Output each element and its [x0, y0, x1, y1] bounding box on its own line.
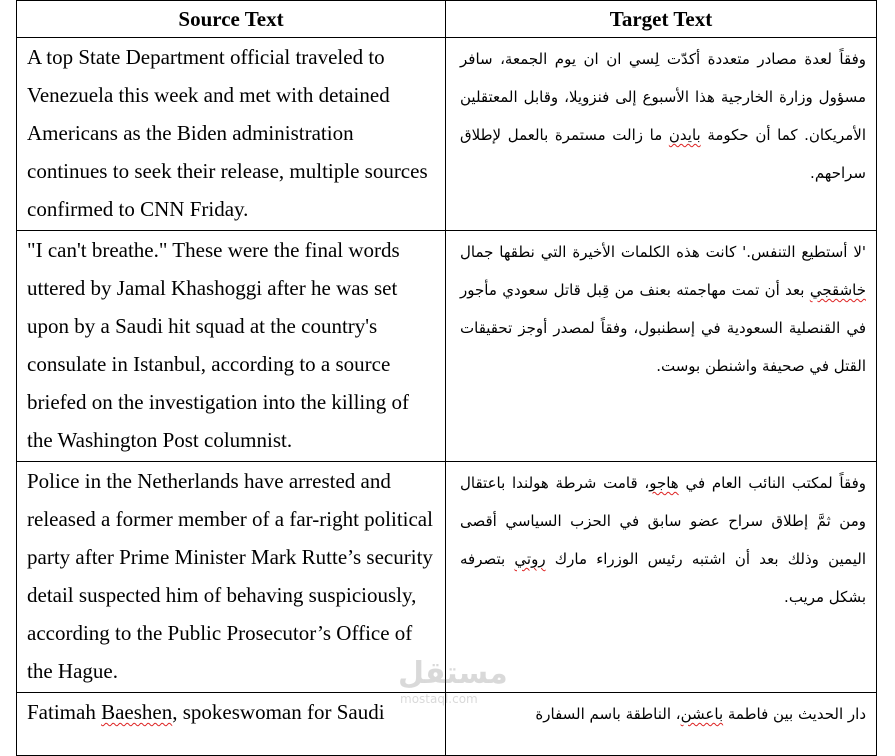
translation-table: [16, 0, 877, 756]
target-cell: دار الحديث بين فاطمة باعشن، الناطقة باسم السفارة: [446, 693, 877, 756]
target-cell: 'لا أستطيع التنفس.' كانت هذه الكلمات الأخيرة التي نطقها جمال خاشقجي بعد أن تمت مهاجمته بعنف من قِبل قاتل سعودي مأجور في القنصلية السعودية في إسطنبول، وفقاً لمصدر أوجز تحقيقات القتل في صحيفة واشنطن بوست.: [446, 231, 877, 462]
spellcheck-word: روتي: [514, 550, 546, 568]
target-cell: وفقاً لعدة مصادر متعددة أكدّت لِسي ان ان يوم الجمعة، سافر مسؤول وزارة الخارجية هذا الأسبوع إلى فنزويلا، وقابل المعتقلين الأمريكان. كما أن حكومة بايدن ما زالت مستمرة بالعمل لإطلاق سراحهم.: [446, 38, 877, 231]
spellcheck-word: خاشقجي: [809, 281, 866, 299]
table-row: [17, 693, 877, 756]
target-header: Target Text: [446, 1, 877, 38]
watermark-arabic: مستقل: [398, 656, 508, 691]
spellcheck-word: باعشن: [680, 705, 724, 723]
spellcheck-word: هاجو: [649, 474, 679, 492]
spellcheck-word: Baeshen: [101, 700, 173, 724]
table-row: [17, 462, 877, 693]
source-cell: Police in the Netherlands have arrested and released a former member of a far-right political party after Prime Minister Mark Rutte’s security detail suspected him of behaving suspiciously, according to the Public Prosecutor’s Office of the Hague.: [17, 462, 446, 693]
source-cell: "I can't breathe." These were the final words uttered by Jamal Khashoggi after he was set upon by a Saudi hit squad at the country's consulate in Istanbul, according to a source briefed on the investigation into the killing of the Washington Post columnist.: [17, 231, 446, 462]
table-row: [17, 231, 877, 462]
table-row: [17, 38, 877, 231]
watermark-latin: mostaql.com: [400, 692, 478, 706]
source-cell: Fatimah Baeshen, spokeswoman for Saudi: [17, 693, 446, 756]
spellcheck-word: بايدن: [668, 126, 701, 144]
source-cell: A top State Department official traveled to Venezuela this week and met with detained Americans as the Biden administration continues to seek their release, multiple sources confirmed to CNN Friday.: [17, 38, 446, 231]
source-header: Source Text: [17, 1, 446, 38]
target-cell: وفقاً لمكتب النائب العام في هاجو، قامت شرطة هولندا باعتقال ومن ثمَّ إطلاق سراح عضو سابق في الحزب السياسي أقصى اليمين وذلك بعد أن اشتبه رئيس الوزراء مارك روتي بتصرفه بشكل مريب.: [446, 462, 877, 693]
header-row: [17, 1, 877, 38]
